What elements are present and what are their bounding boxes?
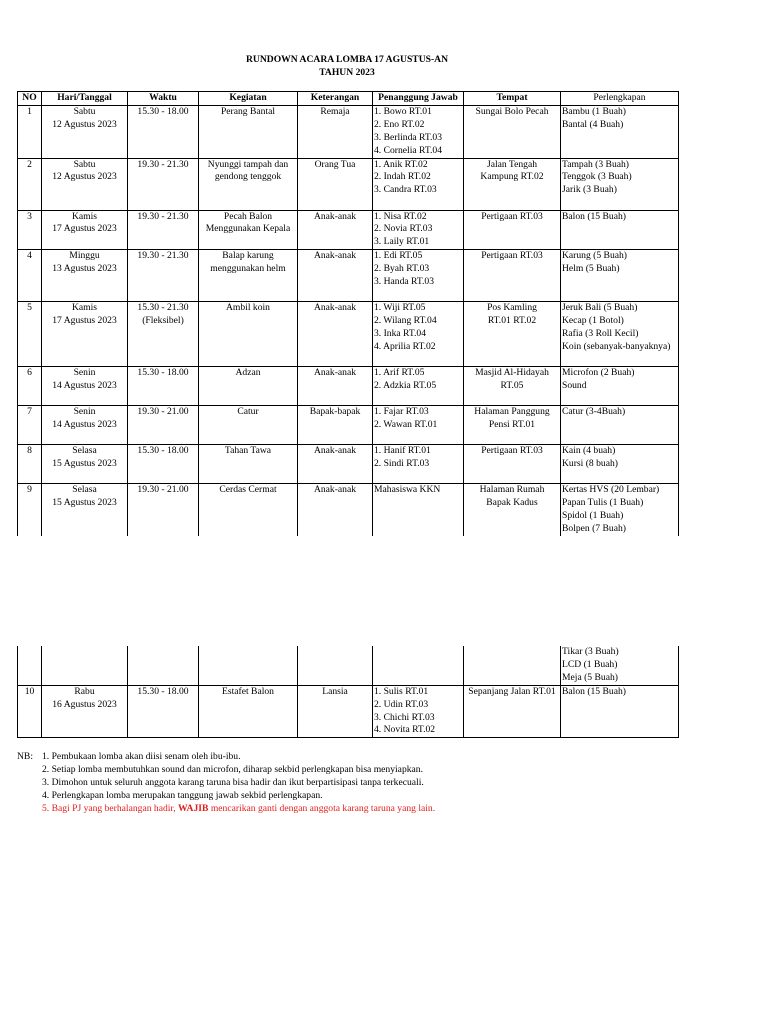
cell-line: Bantal (4 Buah) [562, 118, 624, 130]
cell-line: LCD (1 Buah) [562, 658, 618, 670]
cell-activity [199, 646, 298, 685]
cell-line: Rafia (3 Roll Kecil) [562, 328, 639, 340]
header-no: NO [18, 92, 42, 106]
cell-note: Remaja [298, 105, 373, 158]
cell-place [464, 367, 561, 406]
cell-line: 2. Indah RT.02 [374, 171, 431, 183]
cell-line: Pertigaan RT.03 [481, 445, 543, 457]
cell-line: Menggunakan Kepala [205, 223, 291, 235]
cell-line: Karung (5 Buah) [562, 250, 628, 262]
cell-line: 2. Wawan RT.01 [374, 419, 438, 431]
cell-note: Anak-anak [298, 484, 373, 536]
cell-time [128, 406, 199, 445]
cell-no: 8 [18, 445, 42, 484]
note-item: 2. Setiap lomba membutuhkan sound dan microfon, diharap sekbid perlengkapan bisa menyiapkan. [42, 763, 423, 775]
cell-line: Ambil koin [226, 302, 270, 314]
cell-line: 1. Edi RT.05 [374, 250, 423, 262]
cell-pj [373, 445, 464, 484]
cell-line: Pertigaan RT.03 [481, 210, 543, 222]
rundown-table [17, 91, 679, 536]
header-activity: Kegiatan [199, 92, 298, 106]
cell-line: Tampah (3 Buah) [562, 158, 629, 170]
cell-line: Bambu (1 Buah) [562, 105, 626, 117]
cell-line: Catur (3-4Buah) [562, 406, 626, 418]
cell-line: 15 Agustus 2023 [52, 458, 117, 470]
note-item-warning [42, 803, 742, 816]
cell-time [128, 646, 199, 685]
cell-date [42, 484, 128, 536]
cell-activity [199, 484, 298, 536]
cell-line: 2. Udin RT.03 [374, 698, 429, 710]
table-row [18, 250, 679, 302]
cell-note: Bapak-bapak [298, 406, 373, 445]
cell-line: Jarik (3 Buah) [562, 184, 617, 196]
cell-line: Tikar (3 Buah) [562, 646, 619, 657]
cell-line: 4. Aprilia RT.02 [374, 340, 436, 352]
cell-line: 2. Sindi RT.03 [374, 458, 430, 470]
note-item: 1. Pembukaan lomba akan diisi senam oleh ibu-ibu. [42, 751, 241, 762]
cell-equipment [561, 105, 679, 158]
cell-activity [199, 302, 298, 367]
cell-line: Mahasiswa KKN [374, 484, 441, 496]
cell-equipment [561, 158, 679, 210]
cell-no: 1 [18, 105, 42, 158]
table-row [18, 210, 679, 250]
cell-note: Anak-anak [298, 210, 373, 250]
cell-no [18, 646, 42, 685]
cell-line: 15.30 - 18.00 [137, 445, 189, 457]
cell-line: Kursi (8 buah) [562, 458, 618, 470]
cell-line: RT.01 RT.02 [487, 315, 537, 327]
cell-pj [373, 250, 464, 302]
cell-activity [199, 210, 298, 250]
cell-pj [373, 484, 464, 536]
cell-line: 2. Byah RT.03 [374, 263, 430, 275]
cell-line: Tenggok (3 Buah) [562, 171, 632, 183]
cell-line: Selasa [72, 445, 97, 457]
cell-line: Senin [73, 406, 96, 418]
cell-date [42, 646, 128, 685]
cell-pj [373, 302, 464, 367]
cell-line: Tahan Tawa [224, 445, 272, 457]
table-row [18, 158, 679, 210]
cell-date [42, 367, 128, 406]
cell-line: Kamis [71, 302, 98, 314]
cell-no: 4 [18, 250, 42, 302]
cell-place [464, 210, 561, 250]
cell-equipment [561, 445, 679, 484]
cell-line: Sabtu [73, 105, 96, 117]
cell-time [128, 685, 199, 738]
cell-place [464, 158, 561, 210]
header-note: Keterangan [298, 92, 373, 106]
cell-line: 15.30 - 18.00 [137, 685, 189, 697]
title-line-1: RUNDOWN ACARA LOMBA 17 AGUSTUS-AN [245, 54, 449, 65]
cell-line: 4. Novita RT.02 [374, 724, 436, 736]
table-row [18, 484, 679, 536]
cell-no: 7 [18, 406, 42, 445]
cell-line: Masjid Al-Hidayah [475, 367, 549, 379]
cell-no: 2 [18, 158, 42, 210]
cell-date [42, 302, 128, 367]
cell-line: Estafet Balon [222, 685, 274, 697]
cell-equipment [561, 302, 679, 367]
cell-line: Nyunggi tampah dan [207, 158, 289, 170]
cell-time [128, 158, 199, 210]
cell-line: 1. Anik RT.02 [374, 158, 428, 170]
cell-line: 2. Wilang RT.04 [374, 315, 437, 327]
cell-line: 3. Berlinda RT.03 [374, 131, 442, 143]
cell-equipment [561, 250, 679, 302]
cell-line: 2. Novia RT.03 [374, 223, 433, 235]
cell-line: 1. Nisa RT.02 [374, 210, 427, 222]
header-place: Tempat [464, 92, 561, 106]
cell-line: Pecah Balon [223, 210, 273, 222]
cell-place [464, 105, 561, 158]
cell-line: 3. Laily RT.01 [374, 236, 430, 248]
cell-pj [373, 158, 464, 210]
cell-line: Senin [73, 367, 96, 379]
cell-time [128, 302, 199, 367]
cell-time [128, 367, 199, 406]
cell-line: 3. Inka RT.04 [374, 328, 427, 340]
cell-line: 13 Agustus 2023 [52, 263, 117, 275]
cell-line: Perang Bantal [220, 105, 276, 117]
cell-place [464, 646, 561, 685]
cell-activity [199, 406, 298, 445]
cell-time [128, 445, 199, 484]
cell-line: Bapak Kadus [486, 497, 538, 509]
table-row-continued [18, 646, 679, 685]
cell-place [464, 685, 561, 738]
cell-line: Sound [562, 380, 587, 392]
cell-line: gendong tenggok [214, 171, 282, 183]
cell-time [128, 250, 199, 302]
cell-place [464, 484, 561, 536]
header-equipment: Perlengkapan [561, 92, 679, 106]
table-row [18, 367, 679, 406]
cell-line: 14 Agustus 2023 [52, 380, 117, 392]
cell-line: Halaman Panggung [474, 406, 550, 418]
table-row [18, 685, 679, 738]
cell-line: Microfon (2 Buah) [562, 367, 635, 379]
cell-note [298, 646, 373, 685]
cell-activity [199, 105, 298, 158]
cell-line: Balon (15 Buah) [562, 685, 626, 697]
cell-equipment [561, 367, 679, 406]
note-warning-emphasis: WAJIB [178, 802, 209, 814]
cell-line: 16 Agustus 2023 [52, 698, 117, 710]
cell-activity [199, 367, 298, 406]
cell-pj [373, 406, 464, 445]
cell-line: Papan Tulis (1 Buah) [562, 497, 644, 509]
cell-pj [373, 685, 464, 738]
cell-line: 1. Hanif RT.01 [374, 445, 431, 457]
cell-line: Rabu [74, 685, 95, 697]
cell-line: Meja (5 Buah) [562, 671, 618, 683]
cell-note: Lansia [298, 685, 373, 738]
cell-line: 1. Bowo RT.01 [374, 105, 432, 117]
cell-line: 12 Agustus 2023 [52, 118, 117, 130]
cell-equipment [561, 406, 679, 445]
cell-line: Sepanjang Jalan RT.01 [468, 685, 556, 697]
cell-line: Sungai Bolo Pecah [475, 105, 549, 117]
note-item: 3. Dimohon untuk seluruh anggota karang taruna bisa hadir dan ikut berpartisipasi tanpa terkecuali. [42, 776, 424, 788]
cell-place [464, 445, 561, 484]
cell-line: 17 Agustus 2023 [52, 315, 117, 327]
cell-line: 19.30 - 21.00 [137, 406, 189, 418]
cell-no: 5 [18, 302, 42, 367]
cell-date [42, 445, 128, 484]
cell-time [128, 210, 199, 250]
cell-activity [199, 445, 298, 484]
cell-line: Balap karung [222, 250, 274, 262]
cell-equipment [561, 210, 679, 250]
cell-line: Bolpen (7 Buah) [562, 522, 626, 534]
cell-line: 17 Agustus 2023 [52, 223, 117, 235]
note-warning-text-end: mencarikan ganti dengan anggota karang taruna yang lain. [208, 802, 436, 814]
cell-date [42, 406, 128, 445]
cell-note: Anak-anak [298, 250, 373, 302]
cell-date [42, 250, 128, 302]
cell-note: Anak-anak [298, 445, 373, 484]
cell-line: Pertigaan RT.03 [481, 250, 543, 262]
cell-line: 1. Arif RT.05 [374, 367, 425, 379]
cell-line: Kecap (1 Botol) [562, 315, 624, 327]
cell-line: 15.30 - 18.00 [137, 367, 189, 379]
cell-line: Catur [237, 406, 259, 418]
table-header-row [18, 92, 679, 106]
notes-list [42, 751, 742, 816]
table-row [18, 302, 679, 367]
cell-activity [199, 250, 298, 302]
cell-date [42, 158, 128, 210]
table-row [18, 445, 679, 484]
cell-date [42, 210, 128, 250]
cell-line: Pos Kamling [487, 302, 537, 314]
cell-note: Orang Tua [298, 158, 373, 210]
cell-line: Jeruk Bali (5 Buah) [562, 302, 638, 314]
header-time: Waktu [128, 92, 199, 106]
cell-line: 1. Fajar RT.03 [374, 406, 429, 418]
cell-line: menggunakan helm [210, 263, 286, 275]
cell-line: Koin (sebanyak-banyaknya) [562, 340, 671, 352]
cell-line: 2. Adzkia RT.05 [374, 380, 437, 392]
cell-line: Kampung RT.02 [480, 171, 544, 183]
cell-note: Anak-anak [298, 367, 373, 406]
header-date: Hari/Tanggal [42, 92, 128, 106]
cell-line: (Fleksibel) [142, 315, 184, 327]
cell-equipment [561, 685, 679, 738]
cell-date [42, 105, 128, 158]
cell-line: 3. Chichi RT.03 [374, 711, 435, 723]
cell-no: 3 [18, 210, 42, 250]
cell-time [128, 105, 199, 158]
cell-time [128, 484, 199, 536]
cell-line: Cerdas Cermat [219, 484, 277, 496]
cell-pj [373, 210, 464, 250]
title-line-2: TAHUN 2023 [319, 67, 375, 78]
cell-line: 19.30 - 21.30 [137, 210, 189, 222]
rundown-table-continued [17, 646, 679, 738]
cell-line: Pensi RT.01 [488, 419, 536, 431]
cell-line: 14 Agustus 2023 [52, 419, 117, 431]
cell-line: Spidol (1 Buah) [562, 510, 624, 522]
cell-line: Halaman Rumah [479, 484, 545, 496]
cell-place [464, 302, 561, 367]
cell-line: 19.30 - 21.30 [137, 250, 189, 262]
cell-no: 10 [18, 685, 42, 738]
cell-line: 3. Handa RT.03 [374, 276, 434, 288]
table-row [18, 105, 679, 158]
cell-pj [373, 646, 464, 685]
cell-place [464, 406, 561, 445]
cell-pj [373, 105, 464, 158]
cell-pj [373, 367, 464, 406]
cell-line: 12 Agustus 2023 [52, 171, 117, 183]
cell-line: Kertas HVS (20 Lembar) [562, 484, 660, 496]
cell-line: RT.05 [500, 380, 524, 392]
cell-place [464, 250, 561, 302]
cell-date [42, 685, 128, 738]
cell-line: 2. Eno RT.02 [374, 118, 425, 130]
cell-activity [199, 158, 298, 210]
cell-equipment [561, 484, 679, 536]
cell-no: 9 [18, 484, 42, 536]
cell-line: 4. Cornelia RT.04 [374, 144, 442, 156]
cell-line: 15.30 - 21.30 [137, 302, 189, 314]
cell-line: Helm (5 Buah) [562, 263, 620, 275]
cell-line: 15.30 - 18.00 [137, 105, 189, 117]
cell-note: Anak-anak [298, 302, 373, 367]
cell-equipment [561, 646, 679, 685]
cell-line: Selasa [72, 484, 97, 496]
cell-line: Balon (15 Buah) [562, 210, 626, 222]
note-item: 4. Perlengkapan lomba merupakan tanggung jawab sekbid perlengkapan. [42, 789, 323, 801]
cell-line: 3. Candra RT.03 [374, 184, 437, 196]
cell-line: Minggu [69, 250, 100, 262]
cell-line: Kamis [71, 210, 98, 222]
cell-line: 19.30 - 21.00 [137, 484, 189, 496]
cell-line: 19.30 - 21.30 [137, 158, 189, 170]
cell-line: 15 Agustus 2023 [52, 497, 117, 509]
note-warning-text: 5. Bagi PJ yang berhalangan hadir, [42, 802, 179, 814]
cell-line: Jalan Tengah [486, 158, 538, 170]
cell-line: Adzan [235, 367, 261, 379]
cell-activity [199, 685, 298, 738]
cell-line: Kain (4 buah) [562, 445, 616, 457]
cell-line: 1. Wiji RT.05 [374, 302, 426, 314]
header-pj: Penanggung Jawab [373, 92, 464, 106]
table-row [18, 406, 679, 445]
cell-line: Sabtu [73, 158, 96, 170]
notes-label: NB: [17, 751, 33, 762]
cell-no: 6 [18, 367, 42, 406]
cell-line: 1. Sulis RT.01 [374, 685, 429, 697]
